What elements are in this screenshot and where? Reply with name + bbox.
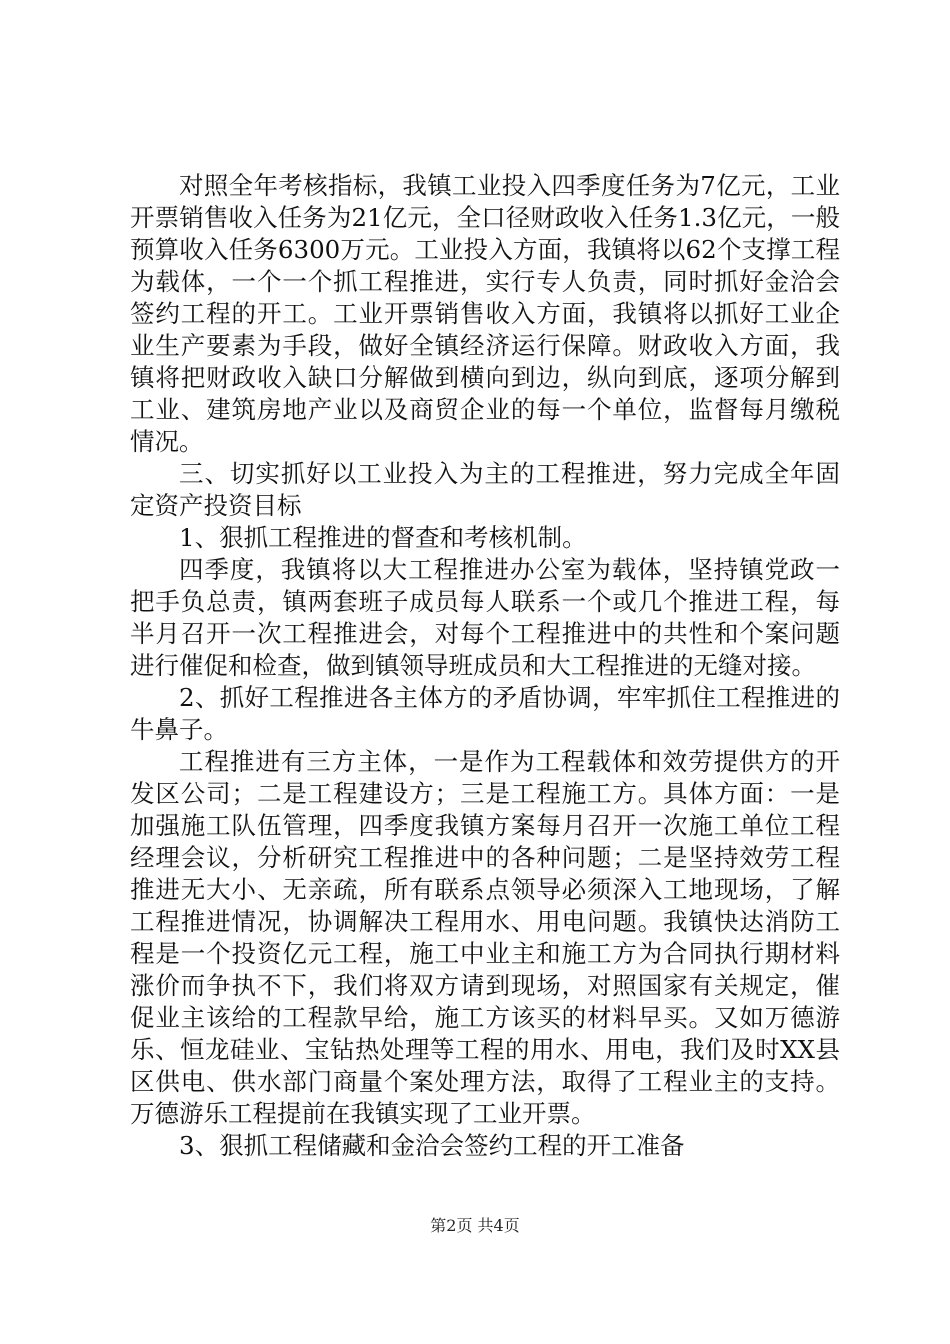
subheading-three: 3、狠抓工程储藏和金洽会签约工程的开工准备 — [179, 1131, 685, 1160]
section-heading-three: 三、切实抓好以工业投入为主的工程推进，努力完成全年固定资产投资目标 — [130, 459, 840, 520]
document-body — [130, 170, 840, 1162]
paragraph-assessment-targets: 对照全年考核指标，我镇工业投入四季度任务为7亿元，工业开票销售收入任务为21亿元，全口径财政收入任务1.3亿元，一般预算收入任务6300万元。工业投入方面，我镇将以62个支撑工程为载体，一个一个抓工程推进，实行专人负责，同时抓好金洽会签约工程的开工。工业开票销售收入方面，我镇将以抓好工业企业生产要素为手段，做好全镇经济运行保障。财政收入方面，我镇将把财政收入缺口分解做到横向到边，纵向到底，逐项分解到工业、建筑房地产业以及商贸企业的每一个单位，监督每月缴税情况。 — [130, 171, 840, 456]
subheading-one: 1、狠抓工程推进的督查和考核机制。 — [179, 523, 587, 552]
paragraph-q4-mechanism: 四季度，我镇将以大工程推进办公室为载体，坚持镇党政一把手负总责，镇两套班子成员每人联系一个或几个推进工程，每半月召开一次工程推进会，对每个工程推进中的共性和个案问题进行催促和检查，做到镇领导班成员和大工程推进的无缝对接。 — [130, 555, 840, 680]
subheading-two: 2、抓好工程推进各主体方的矛盾协调，牢牢抓住工程推进的牛鼻子。 — [130, 683, 840, 744]
paragraph-three-parties: 工程推进有三方主体，一是作为工程载体和效劳提供方的开发区公司；二是工程建设方；三是工程施工方。具体方面：一是加强施工队伍管理，四季度我镇方案每月召开一次施工单位工程经理会议，分析研究工程推进中的各种问题；二是坚持效劳工程推进无大小、无亲疏，所有联系点领导必须深入工地现场，了解工程推进情况，协调解决工程用水、用电问题。我镇快达消防工程是一个投资亿元工程，施工中业主和施工方为合同执行期材料涨价而争执不下，我们将双方请到现场，对照国家有关规定，催促业主该给的工程款早给，施工方该买的材料早买。又如万德游乐、恒龙硅业、宝钻热处理等工程的用水、用电，我们及时XX县区供电、供水部门商量个案处理方法，取得了工程业主的支持。万德游乐工程提前在我镇实现了工业开票。 — [130, 747, 840, 1128]
page-number-footer: 第2页 共4页 — [430, 1216, 520, 1235]
